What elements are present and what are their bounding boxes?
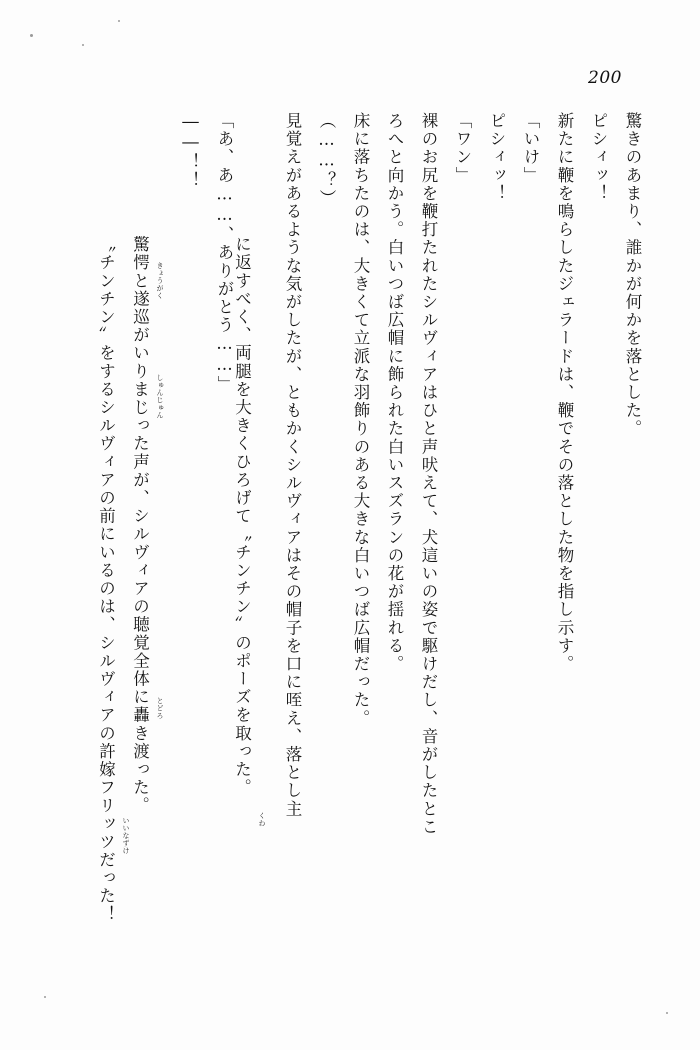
- text-column: ピシィッ！: [487, 112, 506, 203]
- text-column: 「いけ」: [521, 112, 540, 185]
- text-column-body: 驚愕と遂巡がいりまじった声が、シルヴィアの聴覚全体に轟き渡った。: [130, 235, 150, 815]
- text-column: 驚きのあまり、誰かが何かを落とした。: [623, 112, 642, 438]
- text-column: 新たに鞭を鳴らしたジェラードは、鞭でその落とした物を指し示す。: [555, 112, 574, 674]
- vertical-text-block: [60, 112, 640, 942]
- text-column: 見覚えがあるような気がしたが、ともかくシルヴィアはその帽子を口に咥え、落とし主: [283, 112, 302, 818]
- text-column-with-ruby: [130, 112, 164, 942]
- scan-speck: [666, 1012, 668, 1014]
- page-number: 200: [588, 68, 622, 88]
- text-column: （……？）: [317, 112, 336, 208]
- text-column-body: に返すべく、両腿を大きくひろげて〝チンチン〟のポーズを取った。: [232, 235, 252, 797]
- text-column-body: 〝チンチン〟をするシルヴィアの前にいるのは、シルヴィアの許嫁フリッツだった！: [96, 235, 116, 924]
- text-column: ろへと向かう。白いつば広帽に飾られた白いスズランの花が揺れる。: [385, 112, 404, 674]
- scan-speck: [44, 996, 46, 998]
- text-column: 「ワン」: [453, 112, 472, 185]
- text-column: ――！！: [181, 112, 200, 190]
- furigana-iinazuke: いいなずけ: [122, 817, 130, 855]
- furigana-kuwae: くわ: [258, 812, 266, 827]
- furigana-kyougaku: きょうがく: [156, 262, 164, 300]
- text-column: 裸のお尻を鞭打たれたシルヴィアはひと声吠えて、犬這いの姿で駆けだし、音がしたとこ: [419, 112, 438, 836]
- furigana-shunjun: しゅんじゅん: [156, 374, 164, 419]
- scan-speck: [82, 44, 84, 46]
- scan-speck: [30, 34, 33, 37]
- text-column: ピシィッ！: [589, 112, 608, 203]
- furigana-todoro: とどろ: [156, 697, 164, 720]
- scan-speck: [118, 20, 120, 22]
- text-column-with-ruby: [96, 112, 130, 942]
- text-column-with-ruby: [232, 112, 266, 942]
- text-column: 「あ、あ……、ありがとう……」: [215, 112, 234, 394]
- text-column: 床に落ちたのは、大きくて立派な羽飾りのある大きな白いつば広帽だった。: [351, 112, 370, 728]
